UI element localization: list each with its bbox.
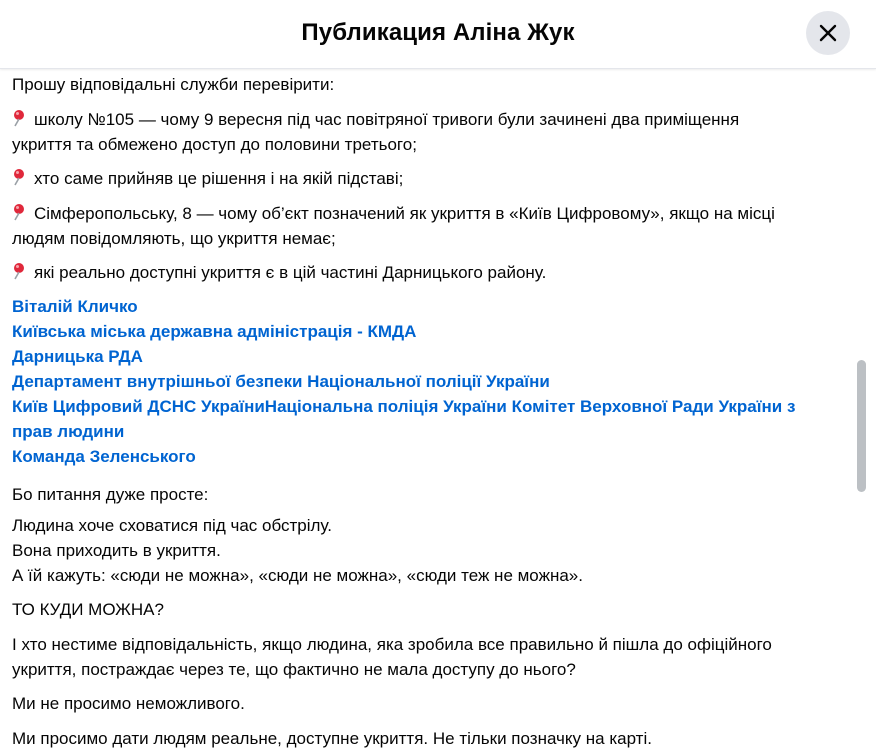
mentions-block xyxy=(12,294,848,469)
post-paragraph: Бо питання дуже просте: xyxy=(12,485,209,504)
close-button[interactable] xyxy=(806,11,850,55)
paragraph-line: А їй кажуть: «сюди не можна», «сюди не можна», «сюди теж не можна». xyxy=(12,566,583,585)
mention-link[interactable]: Віталій Кличко xyxy=(12,297,138,316)
paragraph-line: укриття, постраждає через те, що фактично не мала доступу до нього? xyxy=(12,660,576,679)
round-pushpin-icon xyxy=(12,201,34,226)
paragraph-line: Людина хоче сховатися під час обстрілу. xyxy=(12,516,332,535)
post-paragraph: ТО КУДИ МОЖНА? xyxy=(12,600,164,619)
mention-link[interactable]: Департамент внутрішньої безпеки Національної поліції України xyxy=(12,372,550,391)
scrollbar-thumb[interactable] xyxy=(857,360,866,492)
mention-link[interactable]: Команда Зеленського xyxy=(12,447,196,466)
mention-link[interactable]: прав людини xyxy=(12,422,125,441)
bullet-item xyxy=(12,201,775,251)
post-paragraph xyxy=(12,513,583,588)
bullet-item xyxy=(12,260,546,285)
post-paragraph: Ми просимо дати людям реальне, доступне укриття. Не тільки позначку на карті. xyxy=(12,729,652,748)
round-pushpin-icon xyxy=(12,166,34,191)
dialog-header xyxy=(0,0,876,69)
bullet-item xyxy=(12,166,403,191)
bullet-text: Сімферопольську, 8 — чому об’єкт позначений як укриття в «Київ Цифровому», якщо на місці xyxy=(34,204,775,223)
bullet-text: школу №105 — чому 9 вересня під час повітряної тривоги були зачинені два приміщення xyxy=(34,110,740,129)
scrollbar[interactable] xyxy=(854,70,868,752)
bullet-text: людям повідомляють, що укриття немає; xyxy=(12,229,336,248)
post-content xyxy=(12,70,848,752)
bullet-text: хто саме прийняв це рішення і на якій підставі; xyxy=(34,169,404,188)
paragraph-line: Вона приходить в укриття. xyxy=(12,541,221,560)
close-icon xyxy=(818,23,838,43)
bullet-text: укриття та обмежено доступ до половини третього; xyxy=(12,135,417,154)
mention-link[interactable]: Київська міська державна адміністрація - КМДА xyxy=(12,322,417,341)
bullet-item xyxy=(12,107,739,157)
mention-link[interactable]: Дарницька РДА xyxy=(12,347,143,366)
bullet-text: які реально доступні укриття є в цій частині Дарницького району. xyxy=(34,263,547,282)
round-pushpin-icon xyxy=(12,107,34,132)
dialog-title: Публикация Аліна Жук xyxy=(301,19,575,46)
round-pushpin-icon xyxy=(12,260,34,285)
post-paragraph: Ми не просимо неможливого. xyxy=(12,694,245,713)
paragraph-line: І хто нестиме відповідальність, якщо людина, яка зробила все правильно й пішла до офіційного xyxy=(12,635,772,654)
mention-link[interactable]: Київ Цифровий ДСНС УкраїниНаціональна поліція України Комітет Верховної Ради України з xyxy=(12,397,796,416)
post-intro: Прошу відповідальні служби перевірити: xyxy=(12,75,335,94)
post-paragraph xyxy=(12,632,772,682)
